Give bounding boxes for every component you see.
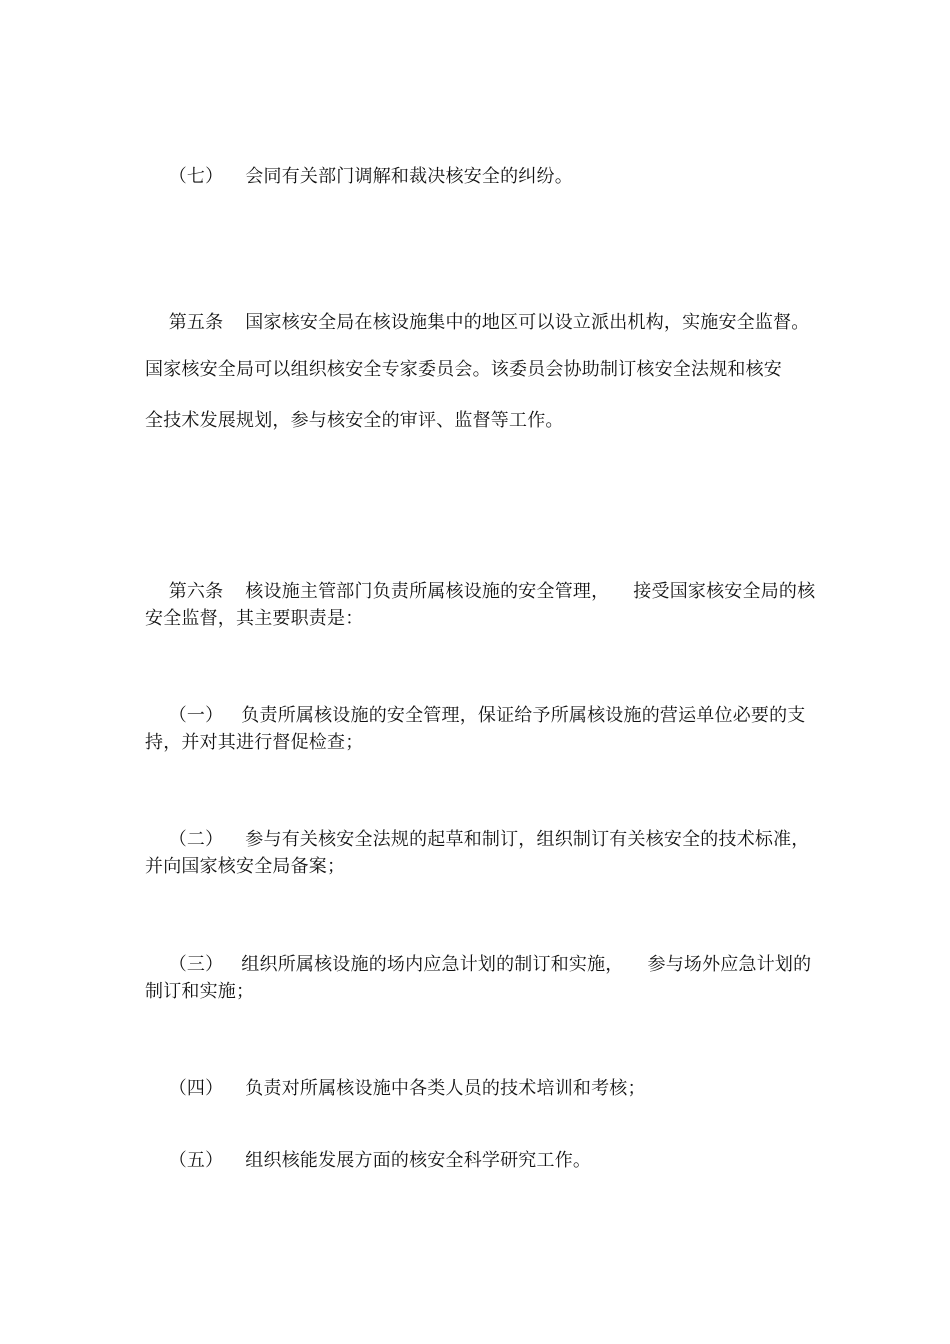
item-4-line-1 xyxy=(145,1053,646,1125)
article-6-heading: 第六条 xyxy=(168,581,224,602)
item-1-line-2: 持，并对其进行督促检查； xyxy=(145,732,364,753)
item-4-text: 负责对所属核设施中各类人员的技术培训和考核； xyxy=(245,1078,646,1099)
item-1-marker: （一） xyxy=(168,705,224,726)
item-2-line-2: 并向国家核安全局备案； xyxy=(145,856,346,877)
item-3-line-2: 制订和实施； xyxy=(145,981,255,1002)
item-5-text: 组织核能发展方面的核安全科学研究工作。 xyxy=(245,1150,592,1171)
article-5-heading: 第五条 xyxy=(168,312,224,333)
item-3-text-b: 参与场外应急计划的 xyxy=(647,954,812,975)
article-6-line-2: 安全监督，其主要职责是： xyxy=(145,608,364,629)
item-7-text: 会同有关部门调解和裁决核安全的纠纷。 xyxy=(245,166,573,187)
item-3-marker: （三） xyxy=(168,954,224,975)
article-5-line-1 xyxy=(145,287,810,359)
item-7-marker: （七） xyxy=(168,166,224,187)
item-5-line-1 xyxy=(145,1125,591,1197)
item-2-marker: （二） xyxy=(168,829,224,850)
item-5-marker: （五） xyxy=(168,1150,224,1171)
article-6-text-a: 核设施主管部门负责所属核设施的安全管理， xyxy=(245,581,610,602)
article-6-text-b: 接受国家核安全局的核 xyxy=(633,581,816,602)
item-2-text: 参与有关核安全法规的起草和制订，组织制订有关核安全的技术标准， xyxy=(245,829,810,850)
item-3-text-a: 组织所属核设施的场内应急计划的制订和实施， xyxy=(241,954,624,975)
article-5-para-2-line-1: 国家核安全局可以组织核安全专家委员会。该委员会协助制订核安全法规和核安 xyxy=(145,359,782,380)
item-1-text: 负责所属核设施的安全管理，保证给予所属核设施的营运单位必要的支 xyxy=(241,705,806,726)
article-5-para-2-line-2: 全技术发展规划，参与核安全的审评、监督等工作。 xyxy=(145,410,564,431)
item-4-marker: （四） xyxy=(168,1078,224,1099)
item-7-line xyxy=(145,141,573,213)
article-5-text: 国家核安全局在核设施集中的地区可以设立派出机构，实施安全监督。 xyxy=(245,312,810,333)
